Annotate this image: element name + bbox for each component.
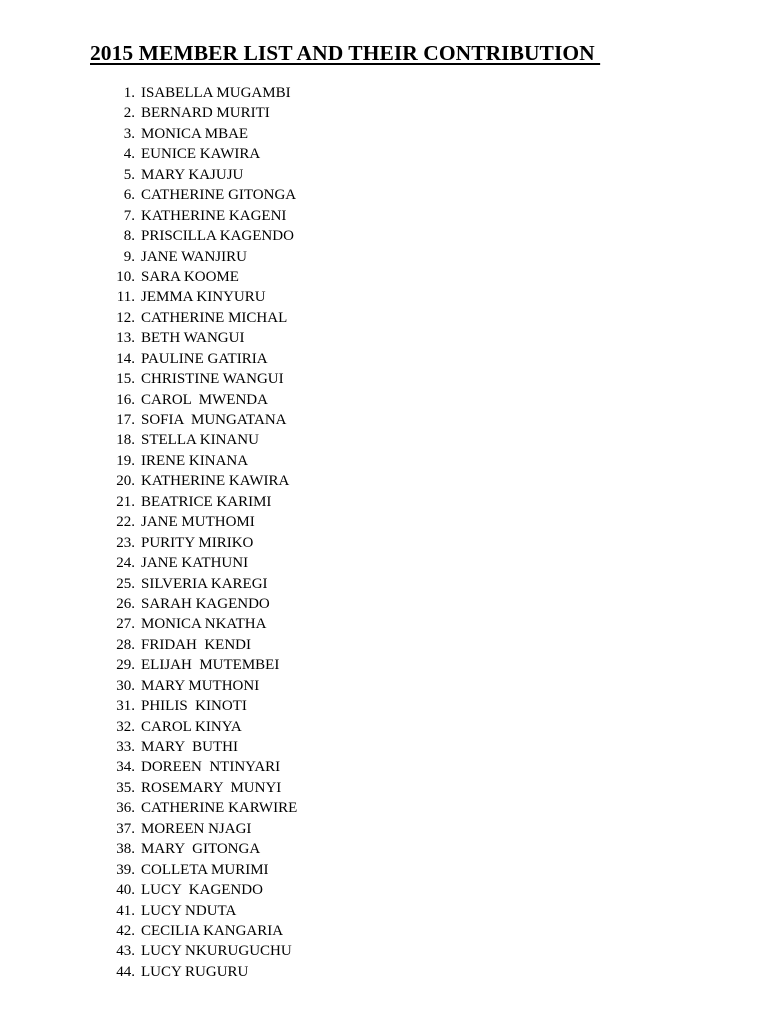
member-name: PURITY MIRIKO — [141, 534, 254, 551]
list-item — [106, 226, 297, 246]
list-item — [106, 614, 297, 634]
list-item-number: 37. — [116, 820, 135, 837]
list-item — [106, 451, 297, 471]
member-name: JANE MUTHOMI — [141, 514, 255, 531]
list-item-number: 5. — [123, 166, 135, 183]
list-item — [106, 308, 297, 328]
list-item-number: 14. — [116, 350, 135, 367]
list-item — [106, 185, 297, 205]
list-item-number: 30. — [116, 677, 135, 694]
list-item-number: 20. — [116, 473, 135, 490]
list-item-number: 19. — [116, 452, 135, 469]
member-name: MONICA MBAE — [141, 125, 249, 142]
list-item-number: 41. — [116, 902, 135, 919]
member-name: SOFIA MUNGATANA — [141, 412, 287, 428]
member-name: PHILIS KINOTI — [141, 698, 247, 715]
list-item — [106, 492, 297, 512]
list-item — [106, 594, 297, 614]
member-name: CAROL KINYA — [141, 718, 242, 735]
member-name: COLLETA MURIMI — [141, 861, 269, 878]
list-item — [106, 798, 297, 818]
list-item — [106, 471, 297, 491]
member-name: KATHERINE KAWIRA — [141, 473, 290, 490]
member-name: MARY MUTHONI — [141, 677, 260, 694]
list-item-number: 6. — [123, 187, 135, 204]
list-item-number: 10. — [116, 268, 135, 285]
list-item-number: 35. — [116, 779, 135, 796]
list-item-number: 3. — [123, 125, 135, 142]
member-name: SARAH KAGENDO — [141, 595, 270, 612]
member-name: BEATRICE KARIMI — [141, 493, 272, 510]
list-item — [106, 635, 297, 655]
list-item-number: 23. — [116, 534, 135, 551]
member-name: JANE KATHUNI — [141, 555, 249, 572]
list-item-number: 32. — [116, 718, 135, 735]
list-item — [106, 901, 297, 921]
list-item — [106, 921, 297, 941]
member-name: CECILIA KANGARIA — [141, 922, 284, 939]
list-item-number: 40. — [116, 882, 135, 899]
list-item-number: 16. — [116, 391, 135, 408]
member-name: LUCY RUGURU — [141, 963, 249, 980]
member-name: LUCY NKURUGUCHU — [141, 943, 292, 960]
member-name: BERNARD MURITI — [141, 105, 270, 122]
list-item-number: 43. — [116, 943, 135, 960]
list-item — [106, 328, 297, 348]
list-item — [106, 349, 297, 369]
member-name: LUCY KAGENDO — [141, 882, 263, 899]
member-name: FRIDAH KENDI — [141, 636, 251, 653]
list-item-number: 24. — [116, 555, 135, 572]
member-name: MARY BUTHI — [141, 739, 238, 755]
member-name: IRENE KINANA — [141, 452, 249, 469]
member-name: MARY GITONGA — [141, 841, 261, 858]
list-item-number: 36. — [116, 800, 135, 817]
list-item — [106, 247, 297, 267]
list-item-number: 9. — [123, 248, 135, 265]
list-item — [106, 553, 297, 573]
list-item — [106, 533, 297, 553]
member-name: LUCY NDUTA — [141, 902, 237, 919]
list-item — [106, 83, 297, 103]
member-name: PAULINE GATIRIA — [141, 350, 268, 367]
list-item-number: 2. — [123, 105, 135, 122]
list-item-number: 33. — [116, 739, 135, 755]
list-item — [106, 880, 297, 900]
list-item — [106, 655, 297, 675]
document-title: 2015 MEMBER LIST AND THEIR CONTRIBUTION — [90, 41, 601, 65]
list-item — [106, 287, 297, 307]
member-name: JEMMA KINYURU — [141, 289, 266, 306]
member-name: EUNICE KAWIRA — [141, 146, 261, 163]
list-item-number: 17. — [116, 412, 135, 428]
list-item — [106, 369, 297, 389]
list-item — [106, 860, 297, 880]
list-item — [106, 103, 297, 123]
list-item-number: 21. — [116, 493, 135, 510]
list-item-number: 1. — [123, 85, 135, 101]
list-item — [106, 267, 297, 287]
member-name: DOREEN NTINYARI — [141, 759, 281, 776]
member-name: SARA KOOME — [141, 268, 239, 285]
member-name: CHRISTINE WANGUI — [141, 371, 284, 388]
list-item-number: 13. — [116, 330, 135, 347]
list-item-number: 22. — [116, 514, 135, 531]
list-item — [106, 124, 297, 144]
list-item-number: 4. — [123, 146, 135, 163]
list-item — [106, 165, 297, 185]
member-name: CATHERINE GITONGA — [141, 187, 297, 204]
list-item — [106, 430, 297, 450]
list-item — [106, 778, 297, 798]
member-name: CATHERINE MICHAL — [141, 309, 288, 326]
list-item-number: 29. — [116, 657, 135, 674]
list-item-number: 8. — [123, 228, 135, 245]
member-name: MARY KAJUJU — [141, 166, 244, 183]
list-item-number: 18. — [116, 432, 135, 449]
list-item — [106, 737, 297, 757]
list-item — [106, 574, 297, 594]
list-item — [106, 839, 297, 859]
list-item — [106, 717, 297, 737]
list-item — [106, 962, 297, 982]
list-item — [106, 819, 297, 839]
list-item — [106, 676, 297, 696]
list-item-number: 42. — [116, 922, 135, 939]
list-item — [106, 390, 297, 410]
list-item-number: 38. — [116, 841, 135, 858]
list-item-number: 31. — [116, 698, 135, 715]
member-name: MONICA NKATHA — [141, 616, 267, 633]
member-name: KATHERINE KAGENI — [141, 207, 287, 224]
member-name: CAROL MWENDA — [141, 391, 268, 408]
list-item-number: 15. — [116, 371, 135, 388]
list-item — [106, 206, 297, 226]
list-item-number: 26. — [116, 595, 135, 612]
list-item-number: 44. — [116, 963, 135, 980]
member-name: PRISCILLA KAGENDO — [141, 228, 294, 245]
member-name: JANE WANJIRU — [141, 248, 247, 265]
member-name: BETH WANGUI — [141, 330, 245, 347]
list-item-number: 27. — [116, 616, 135, 633]
list-item — [106, 144, 297, 164]
list-item-number: 34. — [116, 759, 135, 776]
list-item-number: 12. — [116, 309, 135, 326]
member-name: CATHERINE KARWIRE — [141, 800, 298, 817]
list-item-number: 39. — [116, 861, 135, 878]
member-name: ROSEMARY MUNYI — [141, 779, 282, 796]
list-item — [106, 757, 297, 777]
member-name: ELIJAH MUTEMBEI — [141, 657, 280, 674]
member-name: MOREEN NJAGI — [141, 820, 252, 837]
list-item-number: 25. — [116, 575, 135, 592]
member-name: STELLA KINANU — [141, 432, 259, 449]
member-name: ISABELLA MUGAMBI — [141, 85, 291, 101]
list-item — [106, 512, 297, 532]
list-item — [106, 410, 297, 430]
member-list — [106, 83, 297, 982]
list-item-number: 11. — [116, 289, 135, 306]
member-name: SILVERIA KAREGI — [141, 575, 268, 592]
list-item-number: 28. — [116, 636, 135, 653]
list-item-number: 7. — [123, 207, 135, 224]
list-item — [106, 696, 297, 716]
list-item — [106, 941, 297, 961]
